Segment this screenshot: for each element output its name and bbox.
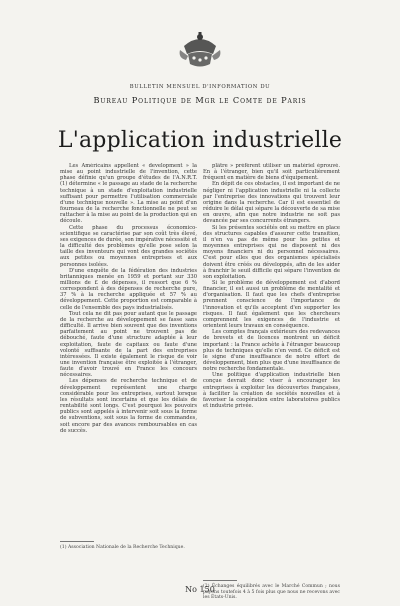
paragraph: Les comptes français extérieurs des redevances de brevets et de licences montrent un déficit important : la France achète à l'étranger beaucoup plus de techniques qu'elle n'en vend. Ce déficit est le signe d'une insuffisance de notre effort de développement, bien plus que d'une insuffisance de notre recherche fondamentale. <box>203 329 340 373</box>
footnote-divider <box>203 580 237 581</box>
paragraph: Cette phase du processus économico-scientifique se caractérise par son coût très élevé, ses exigences de durée, son impérative nécessité et la difficulté des problèmes qu'elle pose selon la taille des inventeurs qui vont des grandes sociétés aux petites ou moyennes entreprises et aux personnes isolées. <box>60 224 197 268</box>
footnote-divider <box>60 541 94 542</box>
paragraph: Les Américains appellent « development » la mise au point industrielle de l'invention, cette phase définie qu'un groupe d'études de l'A.N.R.T. (1) détermine « le passage au stade de la recherche technique à un stade d'exploitation industrielle suffisant pour permettre l'utilisation commerciale d'une technique nouvelle ». La mise au point d'un fourneau de la recherche fonctionnelle ne peut se rattacher à la mise au point de la production qui en découle. <box>60 163 197 225</box>
paragraph: Une politique d'application industrielle bien conçue devrait donc viser à encourager les entreprises à exploiter les découvertes françaises, à faciliter la création de sociétés nouvelles et à favoriser la coopération entre laboratoires publics et industrie privée. <box>203 372 340 410</box>
bureau-heading: Bureau Politique de Mgr le Comte de Paris <box>93 95 307 105</box>
paragraph: Si le problème de développement est d'abord financier, il est aussi un problème de mentalité et d'organisation. Il faut que les chefs d'entreprise prennent conscience de l'importance de l'innovation et qu'ils acceptent d'en supporter les risques. Il faut également que les chercheurs comprennent les exigences de l'industrie et orientent leurs travaux en conséquence. <box>203 279 340 330</box>
article-title: L'application industrielle <box>57 128 343 153</box>
footnote-left: (1) Association Nationale de la Recherche Technique. <box>60 545 185 550</box>
bulletin-heading: BULLETIN MENSUEL D'INFORMATION DU <box>129 84 271 90</box>
footnote-right: (2) Échanges équilibrés avec le Marché Commun ; nous payons toutefois 4 à 5 fois plus que nous ne recevons avec les États-Unis. <box>203 584 340 601</box>
paragraph: Si les présentes sociétés ont su mettre en place des structures capables d'assurer cette transition, il n'en va pas de même pour les petites et moyennes entreprises qui ne disposent ni des moyens financiers ni du personnel nécessaires. C'est pour elles que des organismes spécialisés doivent être créés ou développés, afin de les aider à franchir le seuil difficile qui sépare l'invention de son exploitation. <box>203 224 340 280</box>
article-column-left <box>60 163 197 528</box>
paragraph: Les dépenses de recherche technique et de développement représentent une charge considérable pour les entreprises, surtout lorsque les résultats sont incertains et que les délais de rentabilité sont longs. C'est pourquoi les pouvoirs publics sont appelés à intervenir soit sous la forme de subventions, soit sous la forme de commandes, soit encore par des avances remboursables en cas de succès. <box>60 378 197 434</box>
paragraph: plâtre » préfèrent utiliser un matériel éprouvé. En à l'étranger, bien qu'il soit particulièrement fréquent en matière de biens d'équipement. <box>203 163 340 182</box>
royal-crest-emblem <box>176 30 224 70</box>
paragraph: Tout cela ne dit pas pour autant que le passage de la recherche au développement se fasse sans difficulté. Il arrive bien souvent que des inventions parfaitement au point ne trouvent pas de débouché, faute d'une structure adaptée à leur exploitation, faute de capitaux ou faute d'une volonté suffisante de la part des entreprises intéressées. Il existe également le risque de voir une invention française être exploitée à l'étranger, faute d'avoir trouvé en France les concours nécessaires. <box>60 310 197 379</box>
paragraph: En dépit de ces obstacles, il est important de ne négliger ni l'application industrielle ni la collecte par l'entreprise des innovations qui trouvent leur origine dans la recherche. Car il est essentiel de réduire le délai qui sépare la découverte de sa mise en œuvre, afin que notre industrie ne soit pas devancée par ses concurrents étrangers. <box>203 181 340 225</box>
article-column-right <box>203 163 340 581</box>
paragraph: D'une enquête de la fédération des industries britanniques menée en 1959 et portant sur 330 millions de £ de dépenses, il ressort que 6 % correspondent à des dépenses de recherche pure, 37 % à la recherche appliquée et 57 % au développement. Cette proportion est comparable à celle de l'ensemble des pays industrialisés. <box>60 267 197 311</box>
page-number: No 150 <box>185 585 215 594</box>
